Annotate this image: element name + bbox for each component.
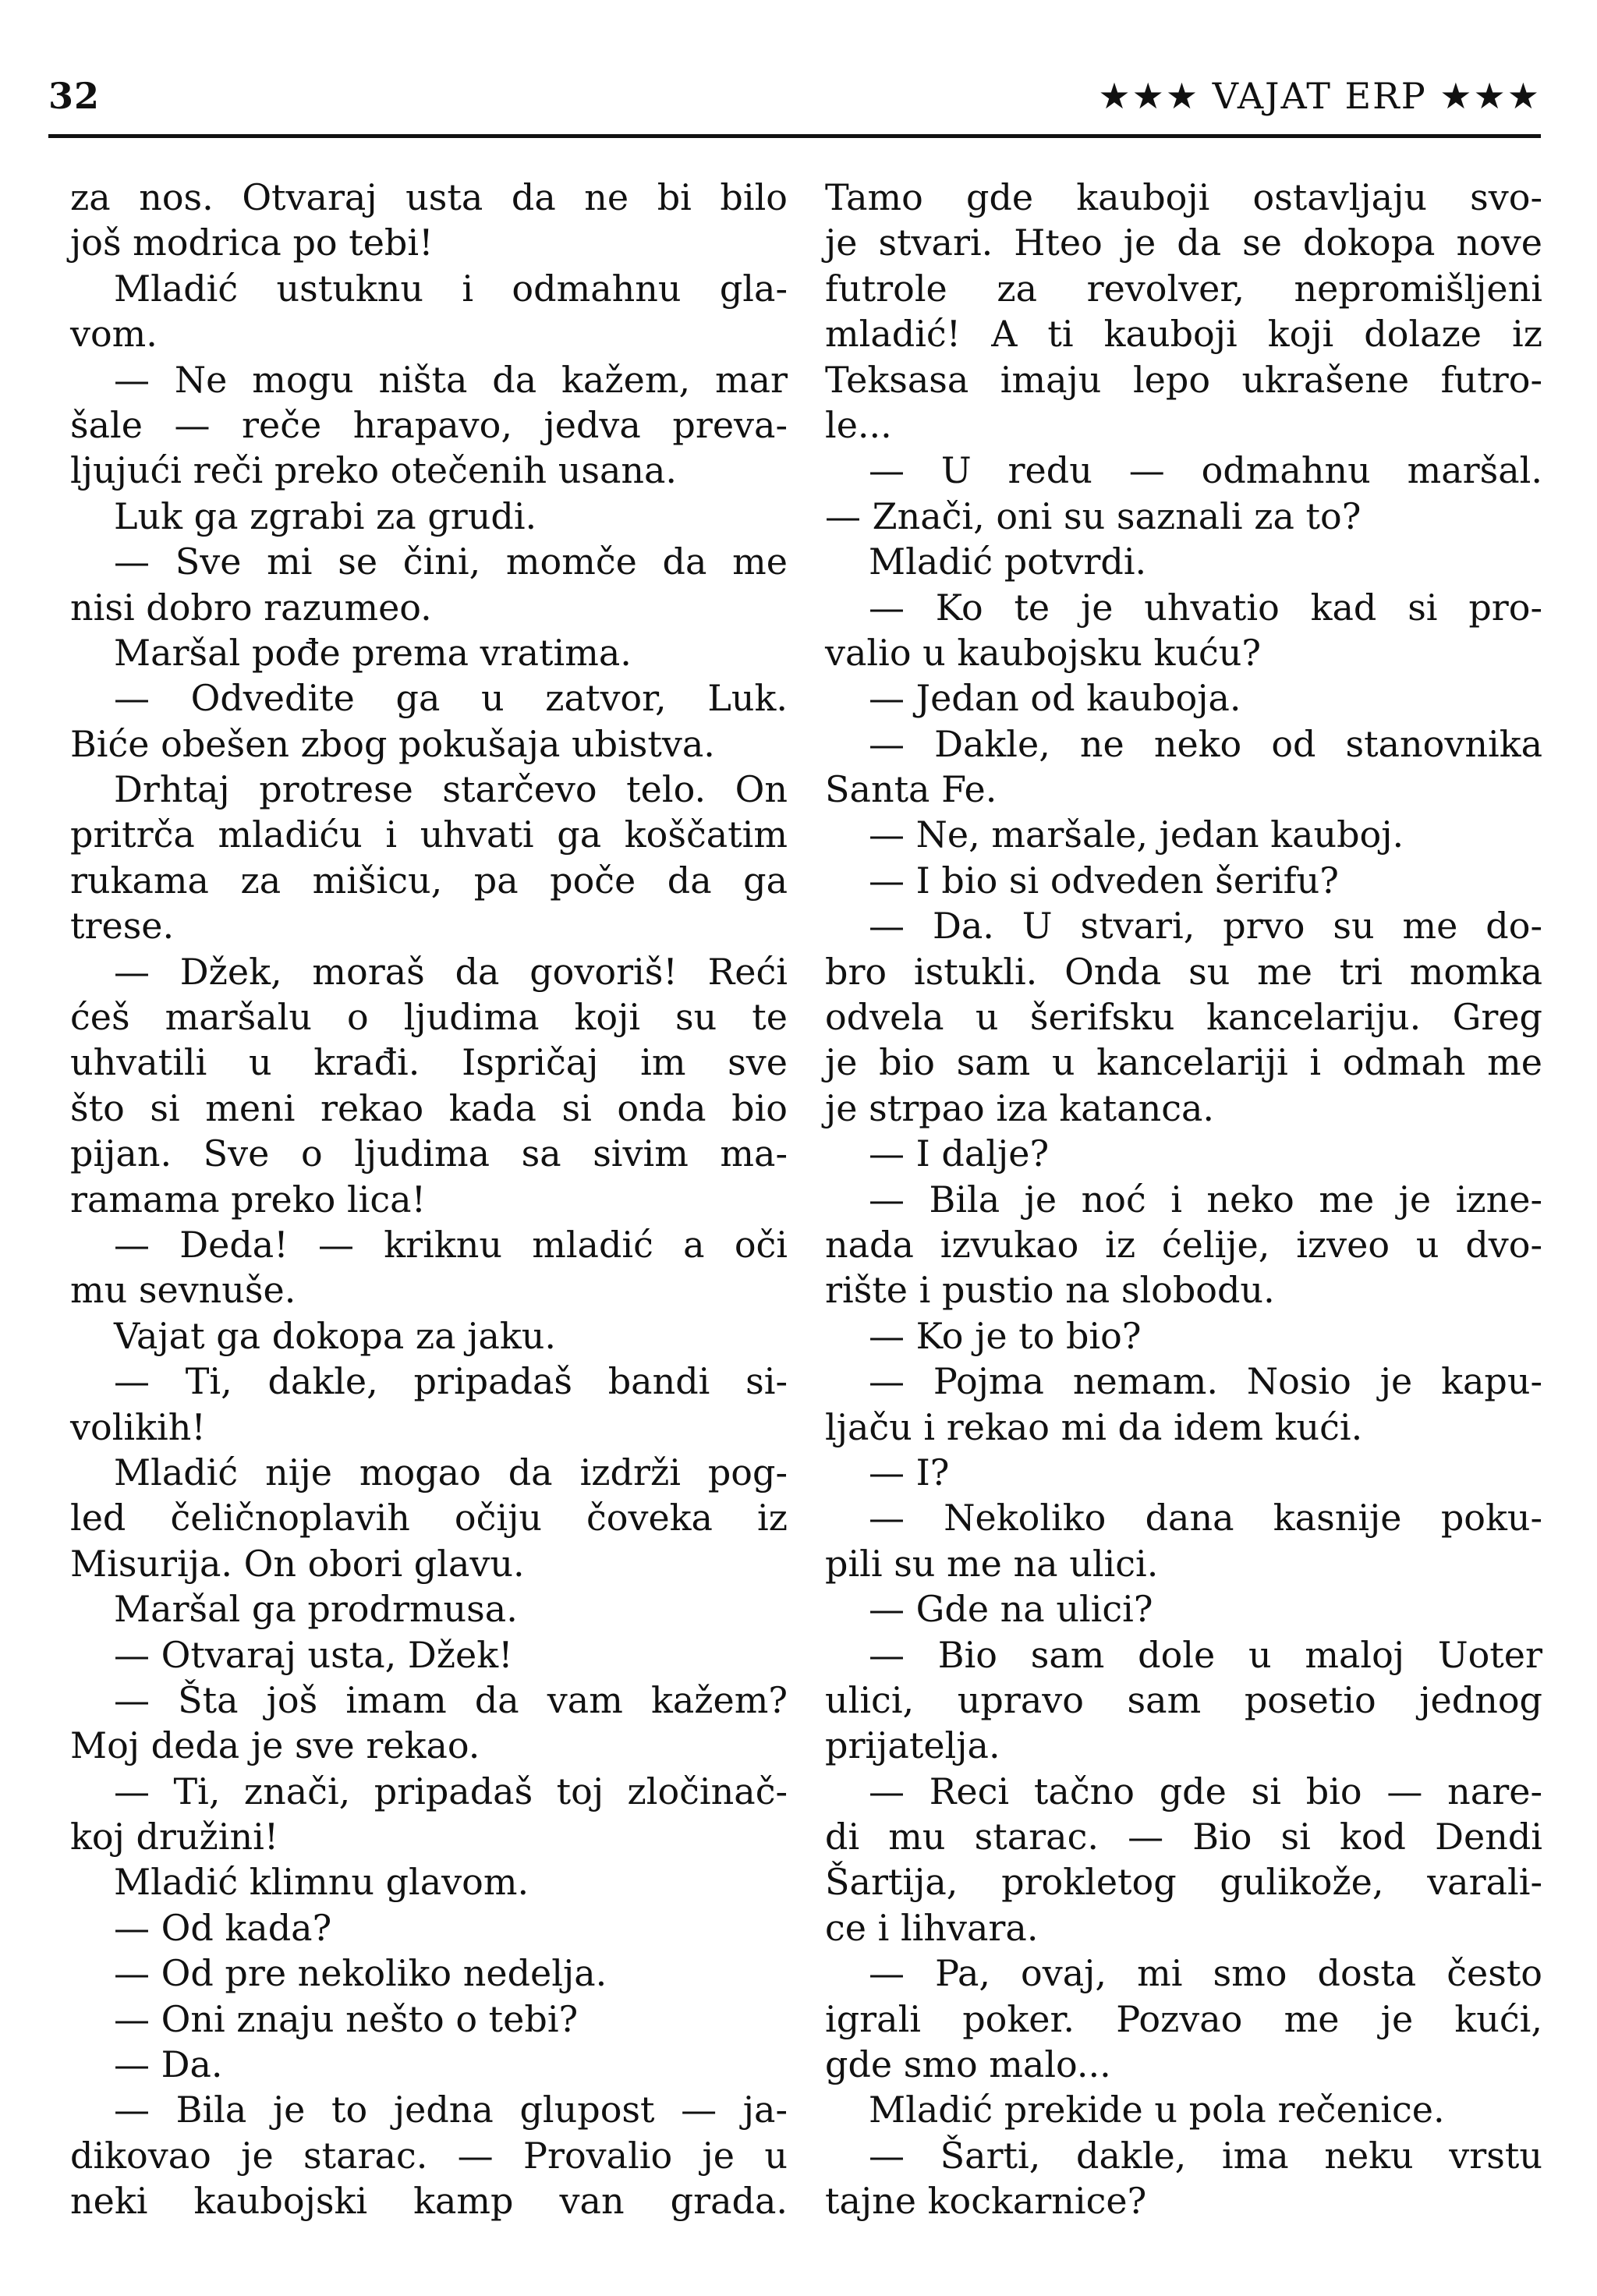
text-line: — Ko te je uhvatio kad si pro- — [869, 586, 1542, 629]
text-line: futrole za revolver, nepromišljeni — [825, 267, 1542, 310]
text-line: — Gde na ulici? — [869, 1588, 1153, 1631]
text-line: Mladić prekide u pola rečenice. — [869, 2089, 1445, 2131]
text-line: trese. — [70, 905, 175, 948]
text-line: — Ko je to bio? — [869, 1314, 1142, 1357]
text-line: je stvari. Hteo je da se dokopa nove — [825, 221, 1542, 264]
text-line: — Bila je to jedna glupost — ja- — [114, 2089, 788, 2131]
text-line: — Džek, moraš da govoriš! Reći — [114, 950, 788, 993]
text-line: tajne kockarnice? — [825, 2180, 1147, 2223]
text-line: — Reci tačno gde si bio — nare- — [869, 1770, 1542, 1812]
text-line: koj družini! — [70, 1816, 279, 1858]
text-line: Vajat ga dokopa za jaku. — [114, 1314, 557, 1357]
text-line: — Deda! — kriknu mladić a oči — [114, 1223, 788, 1266]
text-line: — I bio si odveden šerifu? — [869, 859, 1339, 902]
text-line: nada izvukao iz ćelije, izveo u dvo- — [825, 1223, 1542, 1266]
text-line: Maršal pođe prema vratima. — [114, 631, 632, 674]
text-line: mu sevnuše. — [70, 1269, 296, 1312]
text-line: — Sve mi se čini, momče da me — [114, 540, 788, 583]
text-line: — Pojma nemam. Nosio je kapu- — [869, 1360, 1542, 1403]
text-line: dikovao je starac. — Provalio je u — [70, 2134, 788, 2177]
text-line: — I dalje? — [869, 1132, 1050, 1175]
text-line: — Znači, oni su saznali za to? — [825, 494, 1362, 537]
text-line: valio u kaubojsku kuću? — [825, 631, 1262, 674]
text-line: — Od pre nekoliko nedelja. — [114, 1952, 607, 1995]
text-line: — Ne, maršale, jedan kauboj. — [869, 813, 1404, 856]
header-rule — [48, 134, 1541, 138]
text-line: Tamo gde kauboji ostavljaju svo- — [825, 176, 1542, 218]
text-line: Mladić nije mogao da izdrži pog- — [114, 1451, 788, 1493]
text-line: volikih! — [70, 1405, 206, 1448]
text-line: — Od kada? — [114, 1906, 332, 1949]
text-line: odvela u šerifsku kancelariju. Greg — [825, 996, 1542, 1039]
text-line: ćeš maršalu o ljudima koji su te — [70, 996, 788, 1039]
text-line: led čeličnoplavih očiju čoveka iz — [70, 1497, 788, 1540]
text-line: Teksasa imaju lepo ukrašene futro- — [825, 358, 1542, 401]
page-number: 32 — [48, 75, 101, 117]
text-line: — Bio sam dole u maloj Uoter — [869, 1633, 1542, 1676]
page-header — [48, 75, 1541, 129]
text-line: — Da. — [114, 2043, 223, 2086]
text-line: Moj deda je sve rekao. — [70, 1724, 480, 1767]
text-line: — Ti, znači, pripadaš toj zločinač- — [114, 1770, 788, 1812]
text-line: — Pa, ovaj, mi smo dosta često — [869, 1952, 1542, 1995]
running-title: ★★★ VAJAT ERP ★★★ — [1098, 75, 1541, 117]
text-line: — I? — [869, 1451, 950, 1493]
text-line: ljaču i rekao mi da idem kući. — [825, 1405, 1363, 1448]
text-line: prijatelja. — [825, 1724, 1000, 1767]
text-line: nisi dobro razumeo. — [70, 586, 432, 629]
text-line: gde smo malo... — [825, 2043, 1111, 2086]
text-line: — Bila je noć i neko me je izne- — [869, 1178, 1542, 1221]
text-line: — Šarti, dakle, ima neku vrstu — [869, 2134, 1542, 2177]
text-line: — U redu — odmahnu maršal. — [869, 449, 1542, 492]
text-line: šale — reče hrapavo, jedva preva- — [70, 403, 788, 446]
text-line: igrali poker. Pozvao me je kući, — [825, 1997, 1542, 2040]
text-line: — Odvedite ga u zatvor, Luk. — [114, 677, 788, 720]
text-line: — Jedan od kauboja. — [869, 677, 1241, 720]
text-line: neki kaubojski kamp van grada. — [70, 2180, 788, 2223]
text-line: još modrica po tebi! — [70, 221, 434, 264]
text-line: — Dakle, ne neko od stanovnika — [869, 722, 1542, 765]
text-line: je bio sam u kancelariji i odmah me — [825, 1041, 1542, 1084]
text-line: Misurija. On obori glavu. — [70, 1542, 525, 1585]
text-line: — Ne mogu ništa da kažem, mar — [114, 358, 788, 401]
text-line: rukama za mišicu, pa poče da ga — [70, 859, 788, 902]
text-line: Mladić klimnu glavom. — [114, 1861, 529, 1904]
text-line: mladić! A ti kauboji koji dolaze iz — [825, 313, 1542, 356]
text-line: — Nekoliko dana kasnije poku- — [869, 1497, 1542, 1540]
text-line: rište i pustio na slobodu. — [825, 1269, 1275, 1312]
text-line: pili su me na ulici. — [825, 1542, 1159, 1585]
text-line: di mu starac. — Bio si kod Dendi — [825, 1816, 1542, 1858]
text-line: vom. — [70, 313, 158, 356]
text-line: ce i lihvara. — [825, 1906, 1039, 1949]
text-line: ulici, upravo sam posetio jednog — [825, 1678, 1542, 1721]
text-line: je strpao iza katanca. — [825, 1086, 1215, 1129]
text-line: Drhtaj protrese starčevo telo. On — [114, 768, 788, 811]
text-line: Santa Fe. — [825, 768, 997, 811]
text-line: Luk ga zgrabi za grudi. — [114, 494, 537, 537]
text-line: — Da. U stvari, prvo su me do- — [869, 905, 1542, 948]
text-line: le... — [825, 403, 892, 446]
right-text-column — [825, 175, 1542, 2224]
text-line: — Otvaraj usta, Džek! — [114, 1633, 513, 1676]
text-line: Šartija, prokletog gulikože, varali- — [825, 1861, 1542, 1904]
text-line: uhvatili u krađi. Ispričaj im sve — [70, 1041, 788, 1084]
text-line: ljujući reči preko otečenih usana. — [70, 449, 678, 492]
text-line: Biće obešen zbog pokušaja ubistva. — [70, 722, 715, 765]
text-line: ramama preko lica! — [70, 1178, 427, 1221]
text-line: pijan. Sve o ljudima sa sivim ma- — [70, 1132, 788, 1175]
text-line: pritrča mladiću i uhvati ga koščatim — [70, 813, 788, 856]
text-line: bro istukli. Onda su me tri momka — [825, 950, 1542, 993]
left-text-column — [70, 175, 788, 2224]
text-line: — Ti, dakle, pripadaš bandi si- — [114, 1360, 788, 1403]
text-line: — Šta još imam da vam kažem? — [114, 1678, 788, 1721]
text-line: Mladić ustuknu i odmahnu gla- — [114, 267, 788, 310]
text-line: za nos. Otvaraj usta da ne bi bilo — [70, 176, 788, 218]
text-line: — Oni znaju nešto o tebi? — [114, 1997, 579, 2040]
text-line: Mladić potvrdi. — [869, 540, 1147, 583]
text-line: što si meni rekao kada si onda bio — [70, 1086, 788, 1129]
text-line: Maršal ga prodrmusa. — [114, 1588, 518, 1631]
